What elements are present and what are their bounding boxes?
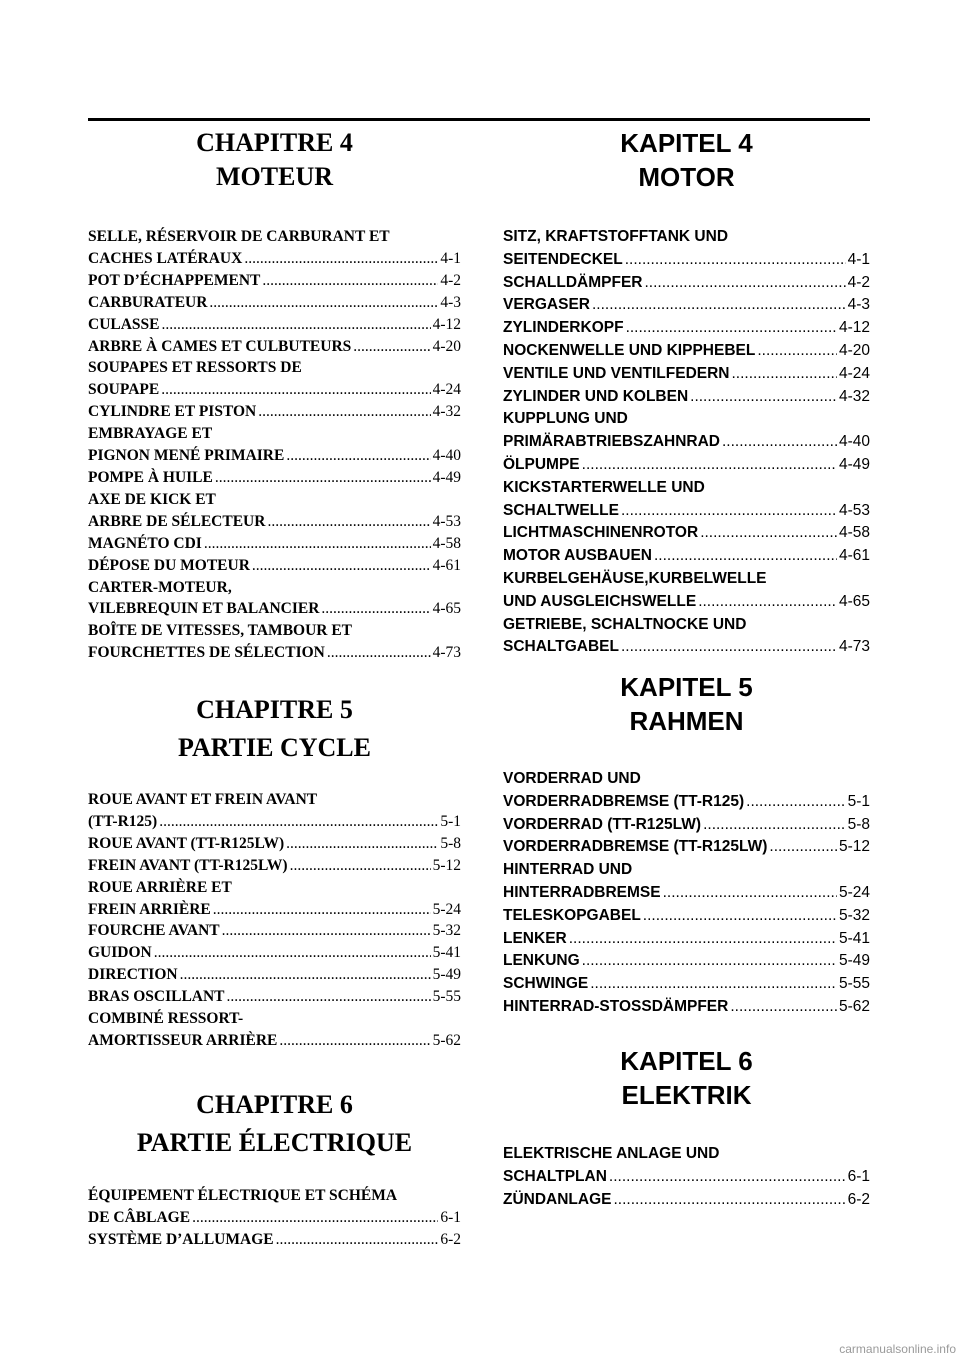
chapter-heading-de-4	[503, 126, 870, 194]
toc-page-number: 4-40	[838, 433, 870, 451]
toc-page-number: 5-41	[432, 944, 461, 962]
toc-list-fr-4	[88, 226, 461, 664]
dot-leader	[252, 555, 431, 577]
toc-entry-label: KURBELGEHÄUSE,KURBELWELLE	[503, 569, 767, 587]
dot-leader	[321, 598, 430, 620]
toc-entry-label: CARTER-MOTEUR,	[88, 578, 232, 596]
toc-entry[interactable]	[503, 226, 870, 272]
dot-leader	[663, 882, 837, 905]
toc-entry[interactable]	[88, 964, 461, 986]
toc-page-number: 4-73	[838, 638, 870, 656]
toc-entry[interactable]	[503, 408, 870, 454]
chapter-heading-fr-4	[88, 126, 461, 194]
toc-entry[interactable]	[88, 1185, 461, 1229]
toc-entry-label: DIRECTION	[88, 966, 178, 984]
toc-page-number: 5-8	[847, 815, 870, 833]
chapter-number: KAPITEL 5	[620, 672, 753, 702]
toc-page-number: 6-1	[847, 1167, 870, 1185]
toc-entry-label: CULASSE	[88, 315, 160, 333]
toc-entry-label: SOUPAPE	[88, 381, 160, 399]
toc-entry-label: LICHTMASCHINENROTOR	[503, 524, 699, 542]
dot-leader	[290, 855, 431, 877]
toc-entry[interactable]	[503, 950, 870, 973]
toc-entry-label: CARBURATEUR	[88, 293, 208, 311]
toc-page-number: 5-1	[847, 792, 870, 810]
toc-entry-label: VORDERRADBREMSE (TT-R125)	[503, 792, 745, 810]
dot-leader	[353, 336, 430, 358]
toc-list-fr-6	[88, 1185, 461, 1251]
dot-leader	[215, 467, 431, 489]
toc-entry-label: SYSTÈME D’ALLUMAGE	[88, 1230, 274, 1248]
toc-entry-label: ZYLINDERKOPF	[503, 319, 624, 337]
toc-entry[interactable]	[88, 855, 461, 877]
toc-entry-label: VORDERRADBREMSE (TT-R125LW)	[503, 838, 768, 856]
toc-entry-label: FOURCHE AVANT	[88, 922, 220, 940]
toc-list-de-4	[503, 226, 870, 659]
toc-page-number: 5-49	[838, 952, 870, 970]
toc-entry[interactable]	[503, 836, 870, 859]
toc-entry[interactable]	[88, 986, 461, 1008]
toc-entry-label: HINTERRAD-STOSSDÄMPFER	[503, 997, 729, 1015]
toc-entry[interactable]	[503, 272, 870, 295]
toc-entry-label: VORDERRAD (TT-R125LW)	[503, 815, 702, 833]
toc-page-number: 5-55	[432, 988, 461, 1006]
toc-page-number: 6-1	[440, 1208, 461, 1226]
toc-entry[interactable]	[503, 545, 870, 568]
toc-entry-label: ZÜNDANLAGE	[503, 1190, 612, 1208]
toc-entry[interactable]	[503, 294, 870, 317]
dot-leader	[327, 642, 431, 664]
toc-entry-label: GETRIEBE, SCHALTNOCKE UND	[503, 615, 747, 633]
toc-entry[interactable]	[503, 477, 870, 523]
dot-leader	[590, 973, 837, 996]
dot-leader	[621, 636, 837, 659]
dot-leader	[180, 964, 431, 986]
dot-leader	[625, 249, 846, 272]
toc-entry[interactable]	[88, 314, 461, 336]
toc-entry-label: KUPPLUNG UND	[503, 410, 628, 428]
dot-leader	[276, 1229, 439, 1251]
toc-entry-label: VORDERRAD UND	[503, 770, 641, 787]
toc-entry-label: SCHWINGE	[503, 975, 589, 993]
toc-page-number: 4-40	[432, 447, 461, 465]
toc-entry-label: BOÎTE DE VITESSES, TAMBOUR ET	[88, 622, 353, 640]
toc-page-number: 4-49	[432, 468, 461, 486]
toc-entry-label: KICKSTARTERWELLE UND	[503, 478, 705, 496]
dot-leader	[645, 272, 846, 295]
chapter-number: KAPITEL 6	[620, 1046, 753, 1076]
toc-page-number: 4-65	[838, 592, 870, 610]
toc-entry-label: SCHALTGABEL	[503, 638, 619, 656]
dot-leader	[582, 454, 837, 477]
toc-page-number: 5-8	[440, 834, 461, 852]
toc-page-number: 5-12	[838, 838, 870, 856]
toc-entry-label: MAGNÉTO CDI	[88, 534, 202, 552]
dot-leader	[614, 1189, 846, 1212]
toc-page-number: 4-12	[838, 319, 870, 337]
toc-page-number: 4-58	[838, 524, 870, 542]
watermark: carmanualsonline.info	[839, 1342, 956, 1356]
dot-leader	[244, 248, 438, 270]
dot-leader	[690, 386, 837, 409]
dot-leader	[286, 445, 430, 467]
toc-page-number: 4-20	[838, 341, 870, 359]
toc-entry[interactable]	[88, 226, 461, 270]
toc-page-number: 4-65	[432, 600, 461, 618]
toc-page-number: 5-1	[440, 812, 461, 830]
dot-leader	[592, 294, 846, 317]
toc-entry[interactable]	[503, 928, 870, 951]
toc-entry[interactable]	[88, 401, 461, 423]
chapter-number: CHAPITRE 6	[196, 1090, 353, 1119]
toc-entry-label: ZYLINDER UND KOLBEN	[503, 387, 689, 405]
toc-entry-label: SCHALLDÄMPFER	[503, 273, 643, 291]
toc-entry[interactable]	[503, 363, 870, 386]
toc-entry-label: CACHES LATÉRAUX	[88, 249, 243, 267]
dot-leader	[700, 522, 837, 545]
toc-page-number: 5-24	[432, 900, 461, 918]
chapter-title: MOTOR	[638, 162, 735, 192]
toc-entry-label: ELEKTRISCHE ANLAGE UND	[503, 1145, 720, 1162]
toc-entry-label: PRIMÄRABTRIEBSZAHNRAD	[503, 433, 720, 451]
toc-page-number: 5-41	[838, 929, 870, 947]
dot-leader	[769, 836, 837, 859]
dot-leader	[161, 379, 430, 401]
dot-leader	[154, 942, 431, 964]
toc-entry[interactable]	[88, 357, 461, 401]
toc-entry[interactable]	[88, 555, 461, 577]
toc-page-number: 6-2	[847, 1190, 870, 1208]
toc-entry-label: DE CÂBLAGE	[88, 1208, 191, 1226]
toc-page-number: 4-24	[432, 381, 461, 399]
toc-entry[interactable]	[503, 568, 870, 614]
dot-leader	[213, 899, 431, 921]
toc-page-number: 5-55	[838, 975, 870, 993]
toc-page-number: 4-73	[432, 644, 461, 662]
toc-entry-label: ÖLPUMPE	[503, 455, 580, 473]
chapter-heading-de-6	[503, 1044, 870, 1112]
toc-entry-label: POT D’ÉCHAPPEMENT	[88, 271, 261, 289]
toc-entry-label: VENTILE UND VENTILFEDERN	[503, 364, 730, 382]
dot-leader	[757, 340, 837, 363]
toc-entry-label: ARBRE À CAMES ET CULBUTEURS	[88, 337, 352, 355]
toc-page-number: 6-2	[440, 1230, 461, 1248]
toc-list-de-6	[503, 1143, 870, 1211]
toc-entry-label: AMORTISSEUR ARRIÈRE	[88, 1031, 278, 1049]
toc-entry-label: SCHALTWELLE	[503, 501, 619, 519]
toc-entry-label: GUIDON	[88, 944, 152, 962]
toc-entry[interactable]	[88, 489, 461, 533]
dot-leader	[258, 401, 430, 423]
toc-list-fr-5	[88, 789, 461, 1052]
toc-entry[interactable]	[88, 620, 461, 664]
dot-leader	[286, 833, 438, 855]
toc-entry[interactable]	[503, 996, 870, 1019]
dot-leader	[204, 533, 431, 555]
toc-entry-label: AXE DE KICK ET	[88, 490, 216, 508]
chapter-title: RAHMEN	[629, 706, 744, 736]
chapter-number: CHAPITRE 4	[196, 128, 353, 157]
chapter-heading-de-5	[503, 670, 870, 738]
toc-entry-label: SOUPAPES ET RESSORTS DE	[88, 359, 302, 377]
dot-leader	[569, 928, 837, 951]
toc-entry-label: ROUE AVANT (TT-R125LW)	[88, 834, 285, 852]
dot-leader	[262, 270, 438, 292]
toc-entry-label: MOTOR AUSBAUEN	[503, 547, 652, 565]
toc-page-number: 4-1	[847, 250, 870, 268]
chapter-number: KAPITEL 4	[620, 128, 753, 158]
dot-leader	[609, 1166, 846, 1189]
dot-leader	[621, 500, 837, 523]
toc-page-number: 5-32	[838, 906, 870, 924]
toc-entry[interactable]	[88, 1229, 461, 1251]
toc-entry[interactable]	[88, 877, 461, 921]
toc-entry[interactable]	[88, 292, 461, 314]
chapter-title: MOTEUR	[216, 162, 333, 191]
toc-page-number: 4-49	[838, 455, 870, 473]
dot-leader	[227, 986, 431, 1008]
toc-page-number: 4-58	[432, 534, 461, 552]
toc-entry[interactable]	[503, 317, 870, 340]
chapter-number: CHAPITRE 5	[196, 695, 353, 724]
toc-entry-label: ROUE ARRIÈRE ET	[88, 878, 232, 896]
toc-page-number: 4-32	[838, 387, 870, 405]
toc-entry[interactable]	[503, 1143, 870, 1189]
dot-leader	[582, 950, 837, 973]
toc-entry-label: ÉQUIPEMENT ÉLECTRIQUE ET SCHÉMA	[88, 1187, 398, 1204]
toc-entry[interactable]	[503, 1189, 870, 1212]
toc-entry-label: UND AUSGLEICHSWELLE	[503, 592, 697, 610]
toc-entry-label: SITZ, KRAFTSTOFFTANK UND	[503, 228, 729, 245]
dot-leader	[279, 1030, 430, 1052]
toc-entry[interactable]	[88, 577, 461, 621]
toc-entry-label: LENKUNG	[503, 952, 580, 970]
toc-page-number: 5-32	[432, 922, 461, 940]
toc-entry-label: FREIN ARRIÈRE	[88, 900, 211, 918]
dot-leader	[626, 317, 837, 340]
toc-entry-label: LENKER	[503, 929, 567, 947]
toc-entry[interactable]	[88, 467, 461, 489]
chapter-title: PARTIE ÉLECTRIQUE	[136, 1128, 413, 1157]
dot-leader	[703, 814, 846, 837]
toc-entry-label: HINTERRADBREMSE	[503, 883, 661, 901]
toc-page-number: 4-61	[432, 556, 461, 574]
toc-entry[interactable]	[503, 614, 870, 660]
toc-page-number: 4-53	[838, 501, 870, 519]
toc-entry-label: ROUE AVANT ET FREIN AVANT	[88, 791, 318, 808]
toc-entry[interactable]	[503, 386, 870, 409]
toc-page-number: 4-3	[440, 293, 461, 311]
dot-leader	[222, 920, 431, 942]
toc-list-de-5	[503, 768, 870, 1019]
chapter-heading-fr-5	[88, 693, 461, 765]
dot-leader	[722, 431, 837, 454]
toc-page-number: 4-2	[440, 271, 461, 289]
toc-entry-label: SEITENDECKEL	[503, 250, 623, 268]
toc-entry[interactable]	[503, 522, 870, 545]
toc-page-number: 5-62	[838, 997, 870, 1015]
toc-entry-label: TELESKOPGABEL	[503, 906, 641, 924]
dot-leader	[698, 591, 837, 614]
dot-leader	[746, 791, 845, 814]
chapter-heading-fr-6	[88, 1088, 461, 1160]
dot-leader	[643, 905, 837, 928]
toc-entry-label: VILEBREQUIN ET BALANCIER	[88, 600, 320, 618]
toc-entry[interactable]	[503, 905, 870, 928]
toc-entry-label: CYLINDRE ET PISTON	[88, 403, 257, 421]
top-rule	[88, 118, 870, 121]
toc-entry[interactable]	[88, 1008, 461, 1052]
toc-entry[interactable]	[88, 942, 461, 964]
toc-page-number: 4-53	[432, 512, 461, 530]
toc-entry[interactable]	[503, 340, 870, 363]
toc-page-number: 5-49	[432, 966, 461, 984]
toc-entry-label: POMPE À HUILE	[88, 468, 213, 486]
toc-entry-label: BRAS OSCILLANT	[88, 988, 225, 1006]
toc-entry[interactable]	[503, 768, 870, 814]
toc-entry[interactable]	[503, 454, 870, 477]
dot-leader	[267, 511, 430, 533]
toc-entry-label: DÉPOSE DU MOTEUR	[88, 556, 250, 574]
toc-page-number: 4-3	[847, 296, 870, 314]
toc-entry[interactable]	[88, 833, 461, 855]
toc-entry-label: EMBRAYAGE ET	[88, 425, 213, 443]
toc-page-number: 4-1	[440, 249, 461, 267]
toc-entry[interactable]	[88, 336, 461, 358]
toc-entry[interactable]	[88, 533, 461, 555]
chapter-title: PARTIE CYCLE	[178, 733, 371, 762]
toc-entry-label: ARBRE DE SÉLECTEUR	[88, 512, 266, 530]
dot-leader	[159, 811, 438, 833]
toc-page-number: 4-2	[847, 273, 870, 291]
toc-entry-label: FOURCHETTES DE SÉLECTION	[88, 644, 325, 662]
toc-entry-label: FREIN AVANT (TT-R125LW)	[88, 856, 288, 874]
toc-page-number: 4-32	[432, 403, 461, 421]
toc-entry-label: COMBINÉ RESSORT-	[88, 1010, 244, 1028]
dot-leader	[209, 292, 438, 314]
toc-entry[interactable]	[88, 270, 461, 292]
toc-entry[interactable]	[88, 789, 461, 833]
toc-entry-label: HINTERRAD UND	[503, 861, 633, 879]
dot-leader	[730, 996, 837, 1019]
toc-entry-label: SELLE, RÉSERVOIR DE CARBURANT ET	[88, 228, 390, 245]
toc-entry[interactable]	[88, 920, 461, 942]
toc-entry-label: NOCKENWELLE UND KIPPHEBEL	[503, 341, 756, 359]
toc-entry[interactable]	[503, 973, 870, 996]
toc-page-number: 4-24	[838, 364, 870, 382]
toc-page-number: 4-61	[838, 547, 870, 565]
dot-leader	[654, 545, 837, 568]
toc-entry-label: VERGASER	[503, 296, 590, 314]
toc-entry-label: SCHALTPLAN	[503, 1167, 607, 1185]
toc-page-number: 5-24	[838, 883, 870, 901]
toc-entry-label: (TT-R125)	[88, 812, 158, 830]
dot-leader	[192, 1207, 438, 1229]
toc-entry-label: PIGNON MENÉ PRIMAIRE	[88, 447, 285, 465]
dot-leader	[731, 363, 836, 386]
toc-entry[interactable]	[503, 859, 870, 905]
toc-entry[interactable]	[503, 814, 870, 837]
chapter-title: ELEKTRIK	[621, 1080, 752, 1110]
toc-page-number: 4-20	[432, 337, 461, 355]
toc-page-number: 5-62	[432, 1031, 461, 1049]
toc-page-number: 5-12	[432, 856, 461, 874]
toc-entry[interactable]	[88, 423, 461, 467]
toc-page-number: 4-12	[432, 315, 461, 333]
dot-leader	[162, 314, 431, 336]
